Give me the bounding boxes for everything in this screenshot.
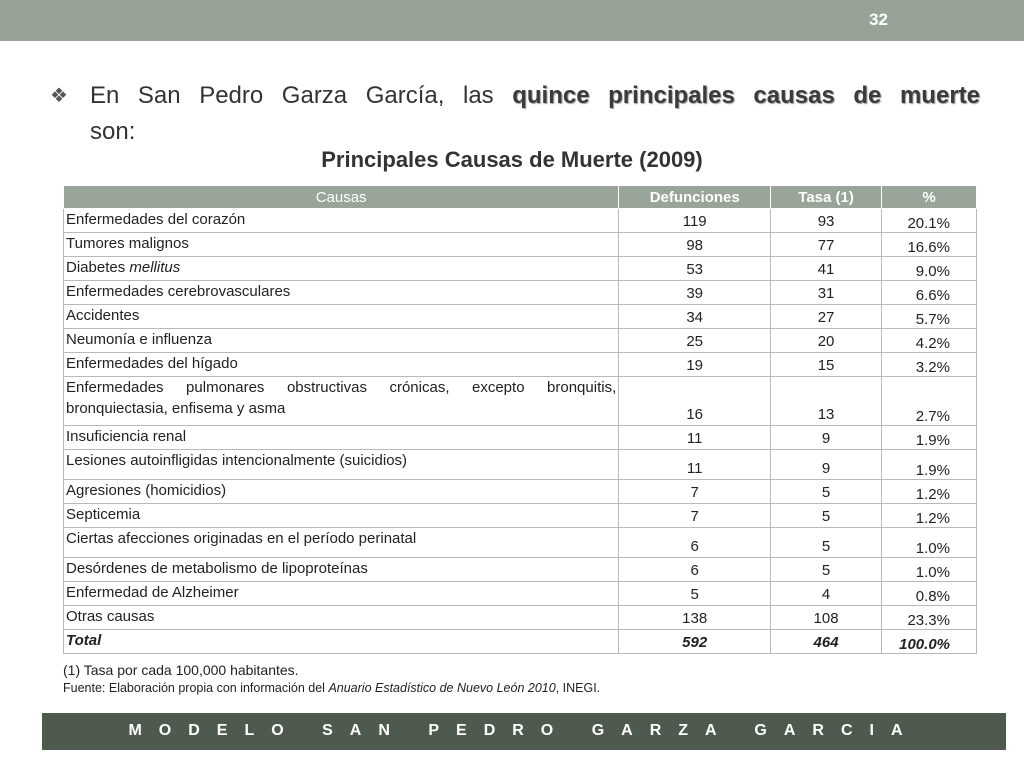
header-percent: % bbox=[882, 186, 977, 209]
cell-deaths: 11 bbox=[619, 426, 771, 450]
cell-total-label: Total bbox=[64, 630, 619, 654]
cell-rate: 31 bbox=[771, 281, 882, 305]
table-row bbox=[64, 504, 977, 528]
cell-deaths: 119 bbox=[619, 209, 771, 233]
source-italic: Anuario Estadístico de Nuevo León 2010 bbox=[328, 681, 556, 695]
cell-rate: 5 bbox=[771, 528, 882, 558]
cell-cause: Ciertas afecciones originadas en el período perinatal bbox=[64, 528, 619, 558]
cell-deaths: 7 bbox=[619, 480, 771, 504]
cell-cause-plain: Diabetes bbox=[66, 259, 130, 276]
table-row bbox=[64, 233, 977, 257]
cell-cause: Enfermedades del corazón bbox=[64, 209, 619, 233]
cell-rate: 41 bbox=[771, 257, 882, 281]
cell-deaths: 25 bbox=[619, 329, 771, 353]
cell-cause: Agresiones (homicidios) bbox=[64, 480, 619, 504]
cell-total-percent: 100.0% bbox=[882, 630, 977, 654]
cell-deaths: 34 bbox=[619, 305, 771, 329]
cell-percent: 4.2% bbox=[882, 329, 977, 353]
cell-rate: 9 bbox=[771, 450, 882, 480]
cell-cause: Insuficiencia renal bbox=[64, 426, 619, 450]
cell-percent: 1.0% bbox=[882, 528, 977, 558]
table-row bbox=[64, 480, 977, 504]
cell-deaths: 19 bbox=[619, 353, 771, 377]
cell-cause: Accidentes bbox=[64, 305, 619, 329]
cell-deaths: 5 bbox=[619, 582, 771, 606]
table-row bbox=[64, 426, 977, 450]
cell-rate: 4 bbox=[771, 582, 882, 606]
cell-deaths: 98 bbox=[619, 233, 771, 257]
cell-percent: 9.0% bbox=[882, 257, 977, 281]
cell-deaths: 138 bbox=[619, 606, 771, 630]
bullet-text bbox=[90, 76, 980, 116]
footer-banner-text: MODELO SAN PEDRO GARZA GARCIA bbox=[128, 722, 920, 739]
cell-total-rate: 464 bbox=[771, 630, 882, 654]
table-row bbox=[64, 209, 977, 233]
cell-rate: 5 bbox=[771, 558, 882, 582]
cell-rate: 93 bbox=[771, 209, 882, 233]
cell-percent: 23.3% bbox=[882, 606, 977, 630]
cell-cause: Desórdenes de metabolismo de lipoproteínas bbox=[64, 558, 619, 582]
bullet-text-continuation: son: bbox=[90, 118, 136, 145]
cell-percent: 16.6% bbox=[882, 233, 977, 257]
cell-rate: 77 bbox=[771, 233, 882, 257]
cell-deaths: 11 bbox=[619, 450, 771, 480]
table-row bbox=[64, 606, 977, 630]
cell-cause: Neumonía e influenza bbox=[64, 329, 619, 353]
slide-number: 32 bbox=[869, 10, 888, 29]
cell-cause-italic: mellitus bbox=[129, 259, 181, 276]
cell-rate: 108 bbox=[771, 606, 882, 630]
cell-cause: Otras causas bbox=[64, 606, 619, 630]
cell-deaths: 7 bbox=[619, 504, 771, 528]
header-causes: Causas bbox=[64, 186, 619, 209]
table-row bbox=[64, 558, 977, 582]
causes-table bbox=[63, 185, 977, 654]
cell-rate: 5 bbox=[771, 504, 882, 528]
cell-deaths: 53 bbox=[619, 257, 771, 281]
source-prefix: Fuente: Elaboración propia con información del bbox=[63, 681, 329, 695]
cell-cause bbox=[64, 257, 619, 281]
table-row bbox=[64, 257, 977, 281]
cell-percent: 0.8% bbox=[882, 582, 977, 606]
cell-deaths: 6 bbox=[619, 528, 771, 558]
cell-cause: Tumores malignos bbox=[64, 233, 619, 257]
cell-percent: 20.1% bbox=[882, 209, 977, 233]
cell-deaths: 16 bbox=[619, 377, 771, 426]
table-total-row bbox=[64, 630, 977, 654]
table-title: Principales Causas de Muerte (2009) bbox=[321, 147, 703, 172]
table-footnote: (1) Tasa por cada 100,000 habitantes. bbox=[63, 662, 299, 678]
footer-banner bbox=[42, 713, 1006, 750]
cell-percent: 1.2% bbox=[882, 504, 977, 528]
bullet-text-strong: quince principales causas de muerte bbox=[512, 82, 980, 109]
table-header-row bbox=[64, 186, 977, 209]
table-row bbox=[64, 353, 977, 377]
table-row bbox=[64, 528, 977, 558]
cell-percent: 2.7% bbox=[882, 377, 977, 426]
cell-percent: 3.2% bbox=[882, 353, 977, 377]
table-row bbox=[64, 450, 977, 480]
cell-cause: Septicemia bbox=[64, 504, 619, 528]
cell-percent: 6.6% bbox=[882, 281, 977, 305]
header-rate: Tasa (1) bbox=[771, 186, 882, 209]
diamond-bullet-icon: ❖ bbox=[50, 85, 68, 107]
cell-rate: 15 bbox=[771, 353, 882, 377]
cell-rate: 13 bbox=[771, 377, 882, 426]
table-row bbox=[64, 329, 977, 353]
source-suffix: , INEGI. bbox=[555, 681, 601, 695]
cell-total-deaths: 592 bbox=[619, 630, 771, 654]
cell-percent: 1.0% bbox=[882, 558, 977, 582]
cell-rate: 27 bbox=[771, 305, 882, 329]
table-source bbox=[63, 681, 600, 695]
header-deaths: Defunciones bbox=[619, 186, 771, 209]
table-row bbox=[64, 582, 977, 606]
cell-cause: Enfermedad de Alzheimer bbox=[64, 582, 619, 606]
cell-percent: 1.2% bbox=[882, 480, 977, 504]
top-bar bbox=[0, 0, 1024, 41]
cell-cause: Enfermedades cerebrovasculares bbox=[64, 281, 619, 305]
table-row bbox=[64, 305, 977, 329]
cell-deaths: 6 bbox=[619, 558, 771, 582]
cell-cause: Enfermedades pulmonares obstructivas crónicas, excepto bronquitis, bronquiectasia, enfisema y asma bbox=[64, 377, 619, 426]
cell-cause: Enfermedades del hígado bbox=[64, 353, 619, 377]
cell-deaths: 39 bbox=[619, 281, 771, 305]
cell-percent: 1.9% bbox=[882, 450, 977, 480]
table-row bbox=[64, 281, 977, 305]
cell-rate: 9 bbox=[771, 426, 882, 450]
table-row bbox=[64, 377, 977, 426]
cell-cause: Lesiones autoinfligidas intencionalmente (suicidios) bbox=[64, 450, 619, 480]
bullet-text-plain: En San Pedro Garza García, las bbox=[90, 82, 513, 109]
cell-percent: 1.9% bbox=[882, 426, 977, 450]
cell-rate: 20 bbox=[771, 329, 882, 353]
cell-percent: 5.7% bbox=[882, 305, 977, 329]
cell-rate: 5 bbox=[771, 480, 882, 504]
